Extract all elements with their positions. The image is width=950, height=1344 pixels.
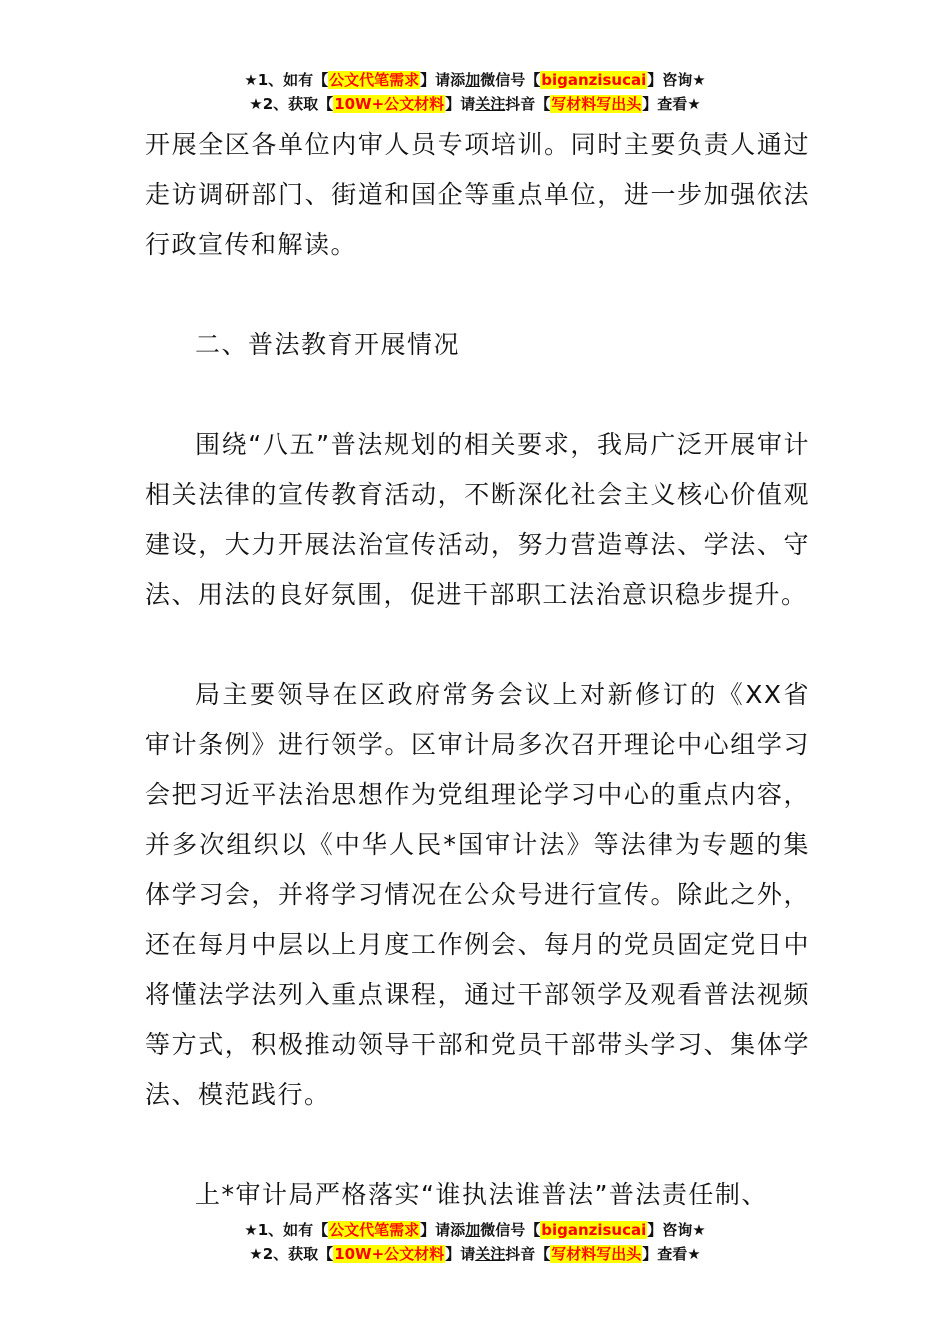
banner-text: 微信号【 <box>480 71 541 89</box>
banner-text: 】咨询★ <box>647 71 706 89</box>
document-body <box>145 120 810 1220</box>
banner-text: 】查看★ <box>642 95 701 113</box>
banner-text: 】请 <box>445 95 476 113</box>
banner-text: ★2、获取【 <box>249 95 334 113</box>
banner-text: 】查看★ <box>642 1245 701 1263</box>
footer-banner <box>0 1218 950 1266</box>
banner-highlight: 写材料写出头 <box>551 95 642 113</box>
paragraph-gap <box>145 1120 810 1170</box>
paragraph: 开展全区各单位内审人员专项培训。同时主要负责人通过走访调研部门、街道和国企等重点单位，进一步加强依法行政宣传和解读。 <box>145 130 810 259</box>
banner-text: 抖音【 <box>505 95 551 113</box>
banner-line-1 <box>0 1218 950 1242</box>
paragraph-gap <box>145 370 810 420</box>
banner-highlight: 10W+公文材料 <box>334 1245 445 1263</box>
banner-highlight: 公文代笔需求 <box>329 71 420 89</box>
banner-text: 】请添 <box>420 1221 466 1239</box>
banner-line-2 <box>0 1242 950 1266</box>
banner-underlined-text: 加 <box>465 71 481 89</box>
header-banner <box>0 68 950 116</box>
banner-text: 抖音【 <box>505 1245 551 1263</box>
banner-wechat-id: biganzisucai <box>541 1221 647 1239</box>
banner-text: ★2、获取【 <box>249 1245 334 1263</box>
banner-text: 】咨询★ <box>647 1221 706 1239</box>
paragraph: 围绕“八五”普法规划的相关要求，我局广泛开展审计相关法律的宣传教育活动，不断深化社会主义核心价值观建设，大力开展法治宣传活动，努力营造尊法、学法、守法、用法的良好氛围，促进干部职工法治意识稳步提升。 <box>145 430 810 609</box>
banner-text: ★1、如有【 <box>244 1221 329 1239</box>
banner-text: ★1、如有【 <box>244 71 329 89</box>
banner-highlight: 10W+公文材料 <box>334 95 445 113</box>
banner-line-1 <box>0 68 950 92</box>
paragraph: 上*审计局严格落实“谁执法谁普法”普法责任制、 <box>195 1180 768 1209</box>
banner-underlined-text: 关注 <box>475 95 506 113</box>
banner-text: 】请 <box>445 1245 476 1263</box>
section-heading: 二、普法教育开展情况 <box>195 330 461 359</box>
paragraph-gap <box>145 270 810 320</box>
banner-wechat-id: biganzisucai <box>541 71 647 89</box>
paragraph: 局主要领导在区政府常务会议上对新修订的《XX省审计条例》进行领学。区审计局多次召开理论中心组学习会把习近平法治思想作为党组理论学习中心的重点内容，并多次组织以《中华人民*国审计法》等法律为专题的集体学习会，并将学习情况在公众号进行宣传。除此之外，还在每月中层以上月度工作例会、每月的党员固定党日中将懂法学法列入重点课程，通过干部领学及观看普法视频等方式，积极推动领导干部和党员干部带头学习、集体学法、模范践行。 <box>145 680 810 1109</box>
banner-text: 】请添 <box>420 71 466 89</box>
paragraph-gap <box>145 620 810 670</box>
banner-highlight: 写材料写出头 <box>551 1245 642 1263</box>
banner-underlined-text: 关注 <box>475 1245 506 1263</box>
banner-line-2 <box>0 92 950 116</box>
banner-highlight: 公文代笔需求 <box>329 1221 420 1239</box>
banner-text: 微信号【 <box>480 1221 541 1239</box>
banner-underlined-text: 加 <box>465 1221 481 1239</box>
